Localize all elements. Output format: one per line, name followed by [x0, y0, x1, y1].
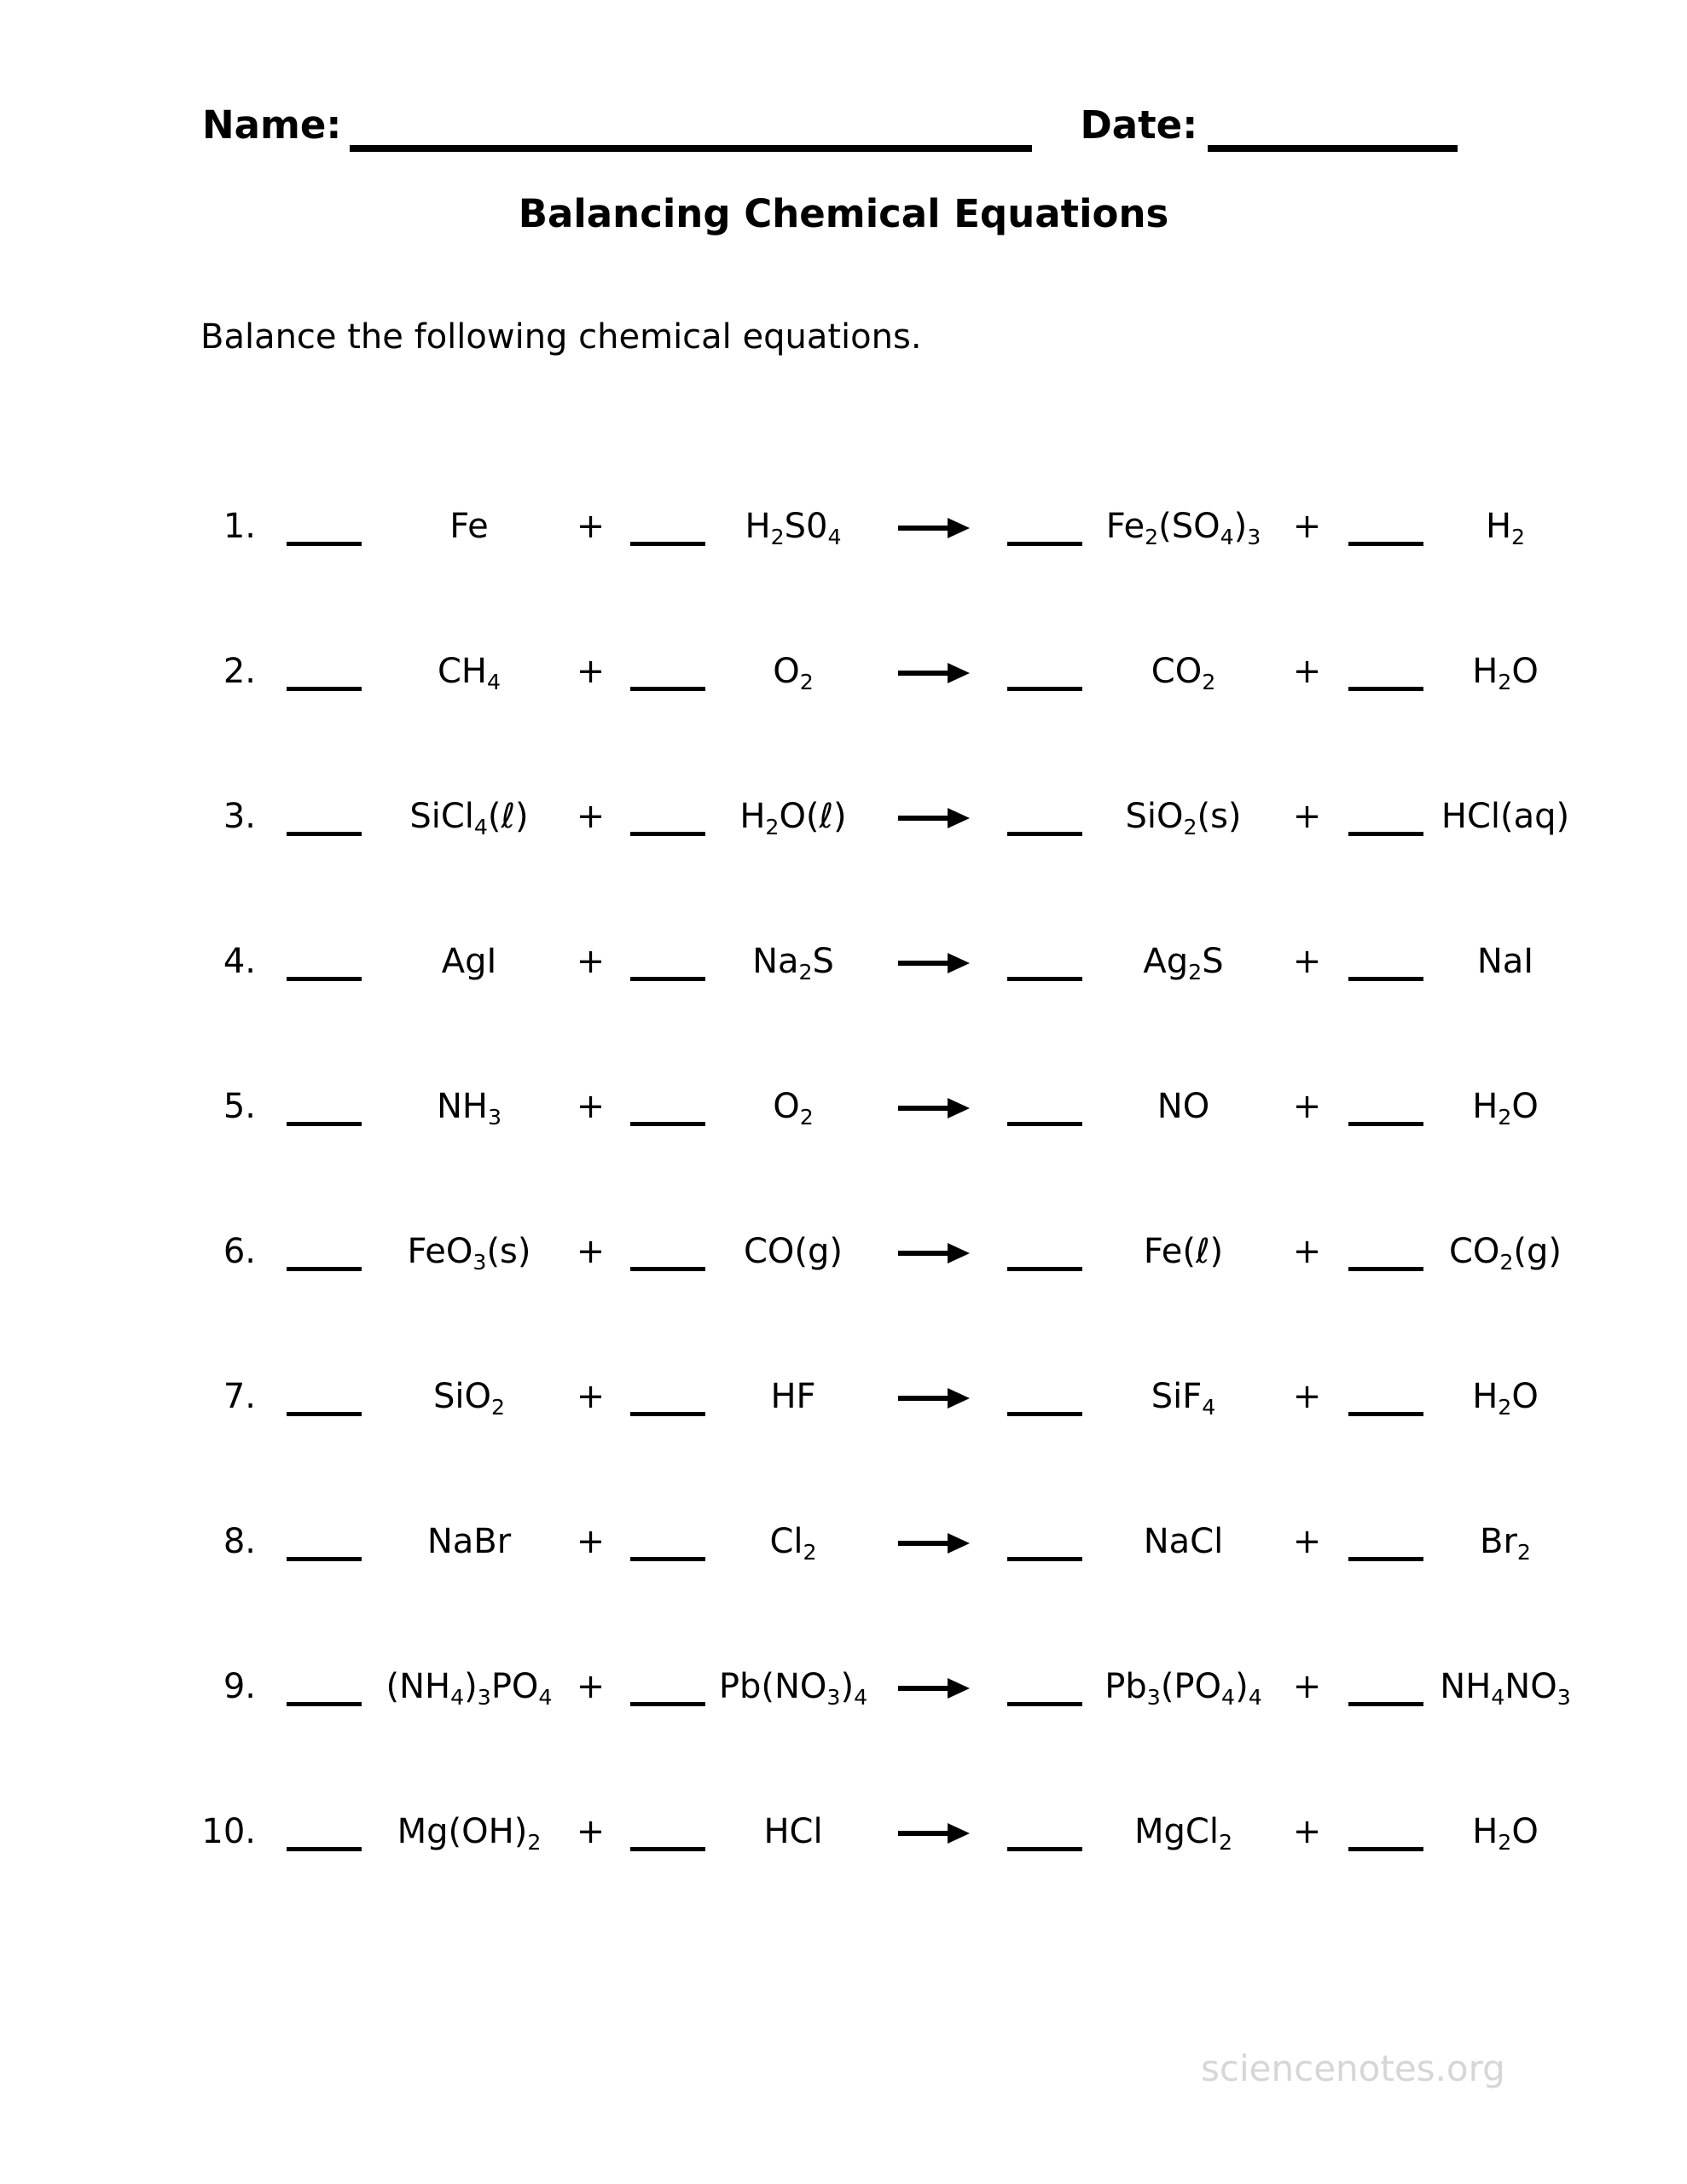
- coefficient-blank-cell: [627, 1522, 708, 1561]
- coefficient-blank[interactable]: [287, 1122, 362, 1126]
- coefficient-blank[interactable]: [287, 1702, 362, 1706]
- formula-reactant-1: FeO3(s): [407, 1232, 531, 1275]
- equation-row: [136, 1324, 1586, 1469]
- coefficient-blank[interactable]: [287, 832, 362, 836]
- formula-reactant-1: CH4: [437, 652, 501, 694]
- formula-product-1: SiO2(s): [1125, 797, 1242, 839]
- coefficient-blank[interactable]: [1007, 1122, 1082, 1126]
- formula-reactant-2: H2S04: [745, 507, 842, 549]
- coefficient-blank-cell: [627, 1232, 708, 1271]
- equation-row: [136, 454, 1586, 599]
- date-label: Date:: [1080, 102, 1198, 148]
- coefficient-blank[interactable]: [287, 1847, 362, 1851]
- right-arrow-icon: [896, 1385, 971, 1411]
- formula-reactant-1: SiCl4(ℓ): [409, 797, 529, 839]
- coefficient-blank-cell: [989, 1812, 1100, 1851]
- equation-number: 1.: [223, 507, 256, 546]
- plus-sign: +: [1292, 797, 1322, 836]
- coefficient-blank[interactable]: [1007, 687, 1082, 691]
- arrow-cell: [878, 1522, 989, 1561]
- coefficient-blank-cell: [264, 652, 384, 691]
- coefficient-blank-cell: [264, 1087, 384, 1126]
- coefficient-blank-cell: [1348, 1522, 1424, 1561]
- plus-sign: +: [576, 1522, 606, 1561]
- coefficient-blank-cell: [627, 1377, 708, 1416]
- plus-sign: +: [1292, 652, 1322, 691]
- coefficient-blank[interactable]: [287, 1267, 362, 1271]
- coefficient-blank-cell: [627, 652, 708, 691]
- formula-product-1: Pb3(PO4)4: [1104, 1667, 1262, 1710]
- coefficient-blank[interactable]: [1007, 1557, 1082, 1561]
- plus-sign: +: [1292, 1377, 1322, 1416]
- plus-sign: +: [576, 1087, 606, 1126]
- arrow-cell: [878, 1087, 989, 1126]
- formula-reactant-1: (NH4)3PO4: [386, 1667, 553, 1710]
- coefficient-blank[interactable]: [1007, 977, 1082, 981]
- formula-product-1: NO: [1157, 1087, 1210, 1126]
- right-arrow-icon: [896, 660, 971, 686]
- coefficient-blank[interactable]: [630, 1847, 705, 1851]
- coefficient-blank[interactable]: [1348, 977, 1423, 981]
- formula-reactant-1: NH3: [436, 1087, 502, 1130]
- coefficient-blank[interactable]: [1348, 1412, 1423, 1416]
- coefficient-blank[interactable]: [1348, 542, 1423, 546]
- equation-row: [136, 1179, 1586, 1324]
- coefficient-blank[interactable]: [1007, 1847, 1082, 1851]
- coefficient-blank-cell: [1348, 1087, 1424, 1126]
- equation-row: [136, 1469, 1586, 1614]
- formula-product-1: MgCl2: [1134, 1812, 1232, 1855]
- formula-product-1: NaCl: [1143, 1522, 1224, 1561]
- equation-number: 6.: [223, 1232, 256, 1271]
- formula-product-2: CO2(g): [1448, 1232, 1562, 1275]
- formula-product-2: H2: [1485, 507, 1526, 549]
- coefficient-blank-cell: [264, 507, 384, 546]
- plus-sign: +: [576, 1232, 606, 1271]
- coefficient-blank-cell: [989, 1232, 1100, 1271]
- coefficient-blank[interactable]: [630, 1557, 705, 1561]
- right-arrow-icon: [896, 1531, 971, 1556]
- formula-reactant-2: HF: [770, 1377, 816, 1416]
- coefficient-blank-cell: [989, 1522, 1100, 1561]
- name-label: Name:: [202, 102, 342, 148]
- formula-product-2: H2O: [1472, 652, 1539, 694]
- right-arrow-icon: [896, 1821, 971, 1846]
- coefficient-blank-cell: [264, 1522, 384, 1561]
- coefficient-blank-cell: [1348, 797, 1424, 836]
- arrow-cell: [878, 1232, 989, 1271]
- coefficient-blank[interactable]: [630, 1702, 705, 1706]
- plus-sign: +: [1292, 942, 1322, 981]
- name-input-line[interactable]: [350, 145, 1032, 152]
- coefficient-blank-cell: [264, 1377, 384, 1416]
- coefficient-blank[interactable]: [287, 687, 362, 691]
- formula-reactant-2: Pb(NO3)4: [718, 1667, 868, 1710]
- equations-list: [136, 454, 1586, 1904]
- formula-product-2: Br2: [1480, 1522, 1531, 1565]
- coefficient-blank-cell: [1348, 942, 1424, 981]
- coefficient-blank-cell: [989, 1667, 1100, 1706]
- right-arrow-icon: [896, 950, 971, 976]
- right-arrow-icon: [896, 1240, 971, 1266]
- equation-row: [136, 1759, 1586, 1904]
- formula-reactant-1: Fe: [449, 507, 489, 546]
- coefficient-blank-cell: [627, 942, 708, 981]
- plus-sign: +: [576, 507, 606, 546]
- arrow-cell: [878, 797, 989, 836]
- coefficient-blank[interactable]: [630, 1122, 705, 1126]
- coefficient-blank-cell: [1348, 1232, 1424, 1271]
- coefficient-blank-cell: [989, 1377, 1100, 1416]
- date-input-line[interactable]: [1208, 145, 1458, 152]
- coefficient-blank-cell: [627, 1087, 708, 1126]
- arrow-cell: [878, 1377, 989, 1416]
- coefficient-blank[interactable]: [1007, 542, 1082, 546]
- arrow-cell: [878, 942, 989, 981]
- equation-number: 3.: [223, 797, 256, 836]
- coefficient-blank[interactable]: [287, 1412, 362, 1416]
- coefficient-blank-cell: [1348, 1667, 1424, 1706]
- plus-sign: +: [1292, 1087, 1322, 1126]
- right-arrow-icon: [896, 1095, 971, 1121]
- equation-number: 4.: [223, 942, 256, 981]
- coefficient-blank[interactable]: [630, 687, 705, 691]
- instruction-text: Balance the following chemical equations.: [200, 317, 922, 357]
- plus-sign: +: [1292, 1522, 1322, 1561]
- formula-product-2: NH4NO3: [1440, 1667, 1571, 1710]
- equation-row: [136, 1034, 1586, 1179]
- coefficient-blank-cell: [989, 652, 1100, 691]
- plus-sign: +: [576, 1812, 606, 1851]
- coefficient-blank-cell: [1348, 1377, 1424, 1416]
- equation-number: 2.: [223, 652, 256, 691]
- equation-number: 10.: [201, 1812, 256, 1851]
- arrow-cell: [878, 507, 989, 546]
- coefficient-blank-cell: [264, 1667, 384, 1706]
- coefficient-blank[interactable]: [287, 1557, 362, 1561]
- formula-reactant-1: Mg(OH)2: [397, 1812, 542, 1855]
- formula-product-1: CO2: [1151, 652, 1216, 694]
- formula-product-2: NaI: [1476, 942, 1534, 981]
- coefficient-blank[interactable]: [1348, 1847, 1423, 1851]
- coefficient-blank[interactable]: [1007, 1702, 1082, 1706]
- plus-sign: +: [576, 652, 606, 691]
- coefficient-blank-cell: [1348, 1812, 1424, 1851]
- formula-reactant-2: O2: [773, 1087, 814, 1130]
- coefficient-blank[interactable]: [1348, 1557, 1423, 1561]
- plus-sign: +: [1292, 1667, 1322, 1706]
- coefficient-blank[interactable]: [1348, 1122, 1423, 1126]
- coefficient-blank-cell: [627, 507, 708, 546]
- equation-row: [136, 1614, 1586, 1759]
- formula-reactant-2: Cl2: [769, 1522, 817, 1565]
- formula-reactant-2: Na2S: [752, 942, 834, 985]
- equation-number: 5.: [223, 1087, 256, 1126]
- coefficient-blank[interactable]: [287, 977, 362, 981]
- formula-product-1: Ag2S: [1143, 942, 1224, 985]
- header: [202, 102, 1458, 152]
- coefficient-blank[interactable]: [287, 542, 362, 546]
- formula-reactant-2: O2: [773, 652, 814, 694]
- formula-product-1: Fe(ℓ): [1143, 1232, 1224, 1271]
- equation-number: 9.: [223, 1667, 256, 1706]
- coefficient-blank-cell: [989, 1087, 1100, 1126]
- formula-product-2: H2O: [1472, 1377, 1539, 1420]
- coefficient-blank-cell: [264, 797, 384, 836]
- coefficient-blank-cell: [627, 1667, 708, 1706]
- coefficient-blank-cell: [1348, 652, 1424, 691]
- coefficient-blank-cell: [627, 1812, 708, 1851]
- formula-product-2: H2O: [1472, 1087, 1539, 1130]
- page-title: Balancing Chemical Equations: [518, 191, 1169, 236]
- plus-sign: +: [576, 1667, 606, 1706]
- coefficient-blank[interactable]: [1348, 832, 1423, 836]
- footer-watermark: sciencenotes.org: [1201, 2048, 1505, 2089]
- arrow-cell: [878, 1812, 989, 1851]
- coefficient-blank-cell: [989, 942, 1100, 981]
- formula-reactant-1: SiO2: [432, 1377, 506, 1420]
- coefficient-blank[interactable]: [1007, 832, 1082, 836]
- formula-product-2: HCl(aq): [1441, 797, 1570, 836]
- coefficient-blank[interactable]: [630, 542, 705, 546]
- right-arrow-icon: [896, 805, 971, 831]
- formula-reactant-1: AgI: [441, 942, 497, 981]
- formula-product-1: SiF4: [1151, 1377, 1216, 1420]
- right-arrow-icon: [896, 1676, 971, 1701]
- coefficient-blank-cell: [989, 797, 1100, 836]
- coefficient-blank[interactable]: [630, 977, 705, 981]
- formula-product-1: Fe2(SO4)3: [1105, 507, 1261, 549]
- formula-product-2: H2O: [1472, 1812, 1539, 1855]
- right-arrow-icon: [896, 515, 971, 541]
- coefficient-blank-cell: [627, 797, 708, 836]
- plus-sign: +: [1292, 507, 1322, 546]
- equation-row: [136, 599, 1586, 744]
- formula-reactant-1: NaBr: [426, 1522, 512, 1561]
- arrow-cell: [878, 1667, 989, 1706]
- equation-number: 7.: [223, 1377, 256, 1416]
- plus-sign: +: [1292, 1812, 1322, 1851]
- coefficient-blank[interactable]: [1007, 1267, 1082, 1271]
- coefficient-blank[interactable]: [1348, 1267, 1423, 1271]
- plus-sign: +: [576, 1377, 606, 1416]
- coefficient-blank[interactable]: [1348, 687, 1423, 691]
- plus-sign: +: [576, 797, 606, 836]
- formula-reactant-2: H2O(ℓ): [739, 797, 847, 839]
- equation-row: [136, 744, 1586, 889]
- coefficient-blank-cell: [1348, 507, 1424, 546]
- equation-number: 8.: [223, 1522, 256, 1561]
- coefficient-blank[interactable]: [630, 832, 705, 836]
- plus-sign: +: [1292, 1232, 1322, 1271]
- arrow-cell: [878, 652, 989, 691]
- formula-reactant-2: CO(g): [743, 1232, 843, 1271]
- formula-reactant-2: HCl: [763, 1812, 823, 1851]
- plus-sign: +: [576, 942, 606, 981]
- coefficient-blank-cell: [264, 942, 384, 981]
- coefficient-blank[interactable]: [1348, 1702, 1423, 1706]
- coefficient-blank[interactable]: [630, 1412, 705, 1416]
- coefficient-blank[interactable]: [1007, 1412, 1082, 1416]
- coefficient-blank-cell: [264, 1232, 384, 1271]
- equation-row: [136, 889, 1586, 1034]
- coefficient-blank-cell: [989, 507, 1100, 546]
- coefficient-blank[interactable]: [630, 1267, 705, 1271]
- coefficient-blank-cell: [264, 1812, 384, 1851]
